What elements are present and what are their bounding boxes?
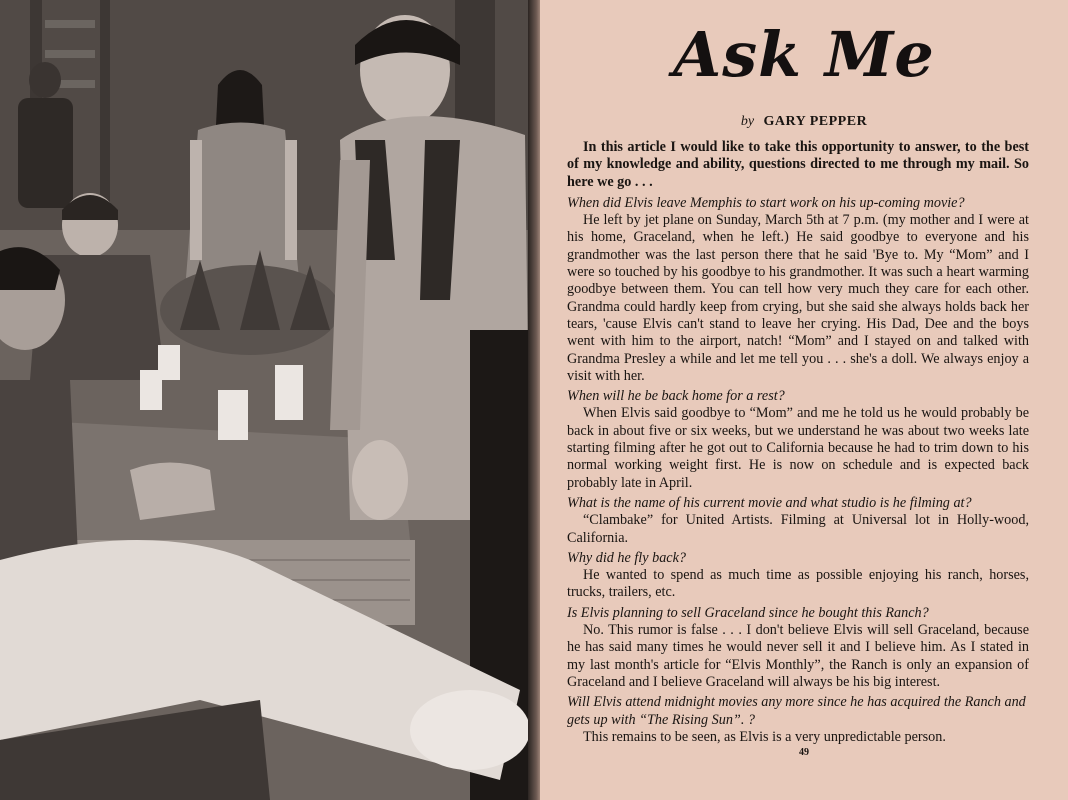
photo-illustration <box>0 0 532 800</box>
answer-6: This remains to be seen, as Elvis is a very unpredictable person. <box>583 728 946 745</box>
question-5: Is Elvis planning to sell Graceland since he bought this Ranch? <box>567 604 929 621</box>
page-number: 49 <box>799 747 809 758</box>
byline <box>540 114 1068 130</box>
answer-5: No. This rumor is false . . . I don't believe Elvis will sell Graceland, because he has said many times he would never sell it and I believe him. As I stated in my last month's article for “Elvis Monthly”, the Ranch is only an expansion of Graceland and I believe Graceland will always be his big interest. <box>567 622 1029 690</box>
article-body <box>567 139 1029 749</box>
byline-author: GARY PEPPER <box>763 114 868 129</box>
answer-2: When Elvis said goodbye to “Mom” and me he told us he would probably be back in about five or six weeks, but we understand he was about two weeks late starting filming after he got out to California because he had to trim down to his normal working weight first. He is now on schedule and is expected back probably late in April. <box>567 405 1029 491</box>
question-3: What is the name of his current movie and what studio is he filming at? <box>567 494 972 511</box>
question-1: When did Elvis leave Memphis to start work on his up-coming movie? <box>567 194 965 211</box>
article-page <box>540 0 1068 800</box>
byline-by: by <box>740 114 755 129</box>
question-4: Why did he fly back? <box>567 549 686 566</box>
article-intro: In this article I would like to take this opportunity to answer, to the best of my knowledge and ability, questions directed to me through my mail. So here we go . . . <box>567 139 1029 190</box>
answer-3: “Clambake” for United Artists. Filming at Universal lot in Holly-wood, California. <box>567 512 1029 546</box>
answer-4: He wanted to spend as much time as possible enjoying his ranch, horses, trucks, trailers, etc. <box>567 567 1029 601</box>
answer-1: He left by jet plane on Sunday, March 5th at 7 p.m. (my mother and I were at his home, Graceland, when he left.) He said goodbye to everyone and his grandmother was the last person there that he said 'Bye to. My “Mom” and I were so touched by his goodbye to his grandmother. It was such a heart warming goodbye between them. You can tell how very much they care for each other. Grandma could hardly keep from crying, but she said she always holds back her tears, 'cause Elvis can't stand to leave her crying. His Dad, Dee and the boys went with him to the airport, natch! “Mom” and I stayed on and talked with Grandma Presley a while and let me tell you . . . she's a doll. We always enjoy a visit with her. <box>567 212 1029 384</box>
question-6: Will Elvis attend midnight movies any more since he has acquired the Ranch and gets up with “The Rising Sun”. ? <box>567 694 1026 728</box>
movie-still-photo <box>0 0 532 800</box>
article-title: Ask Me <box>673 18 935 91</box>
question-2: When will he be back home for a rest? <box>567 388 785 405</box>
